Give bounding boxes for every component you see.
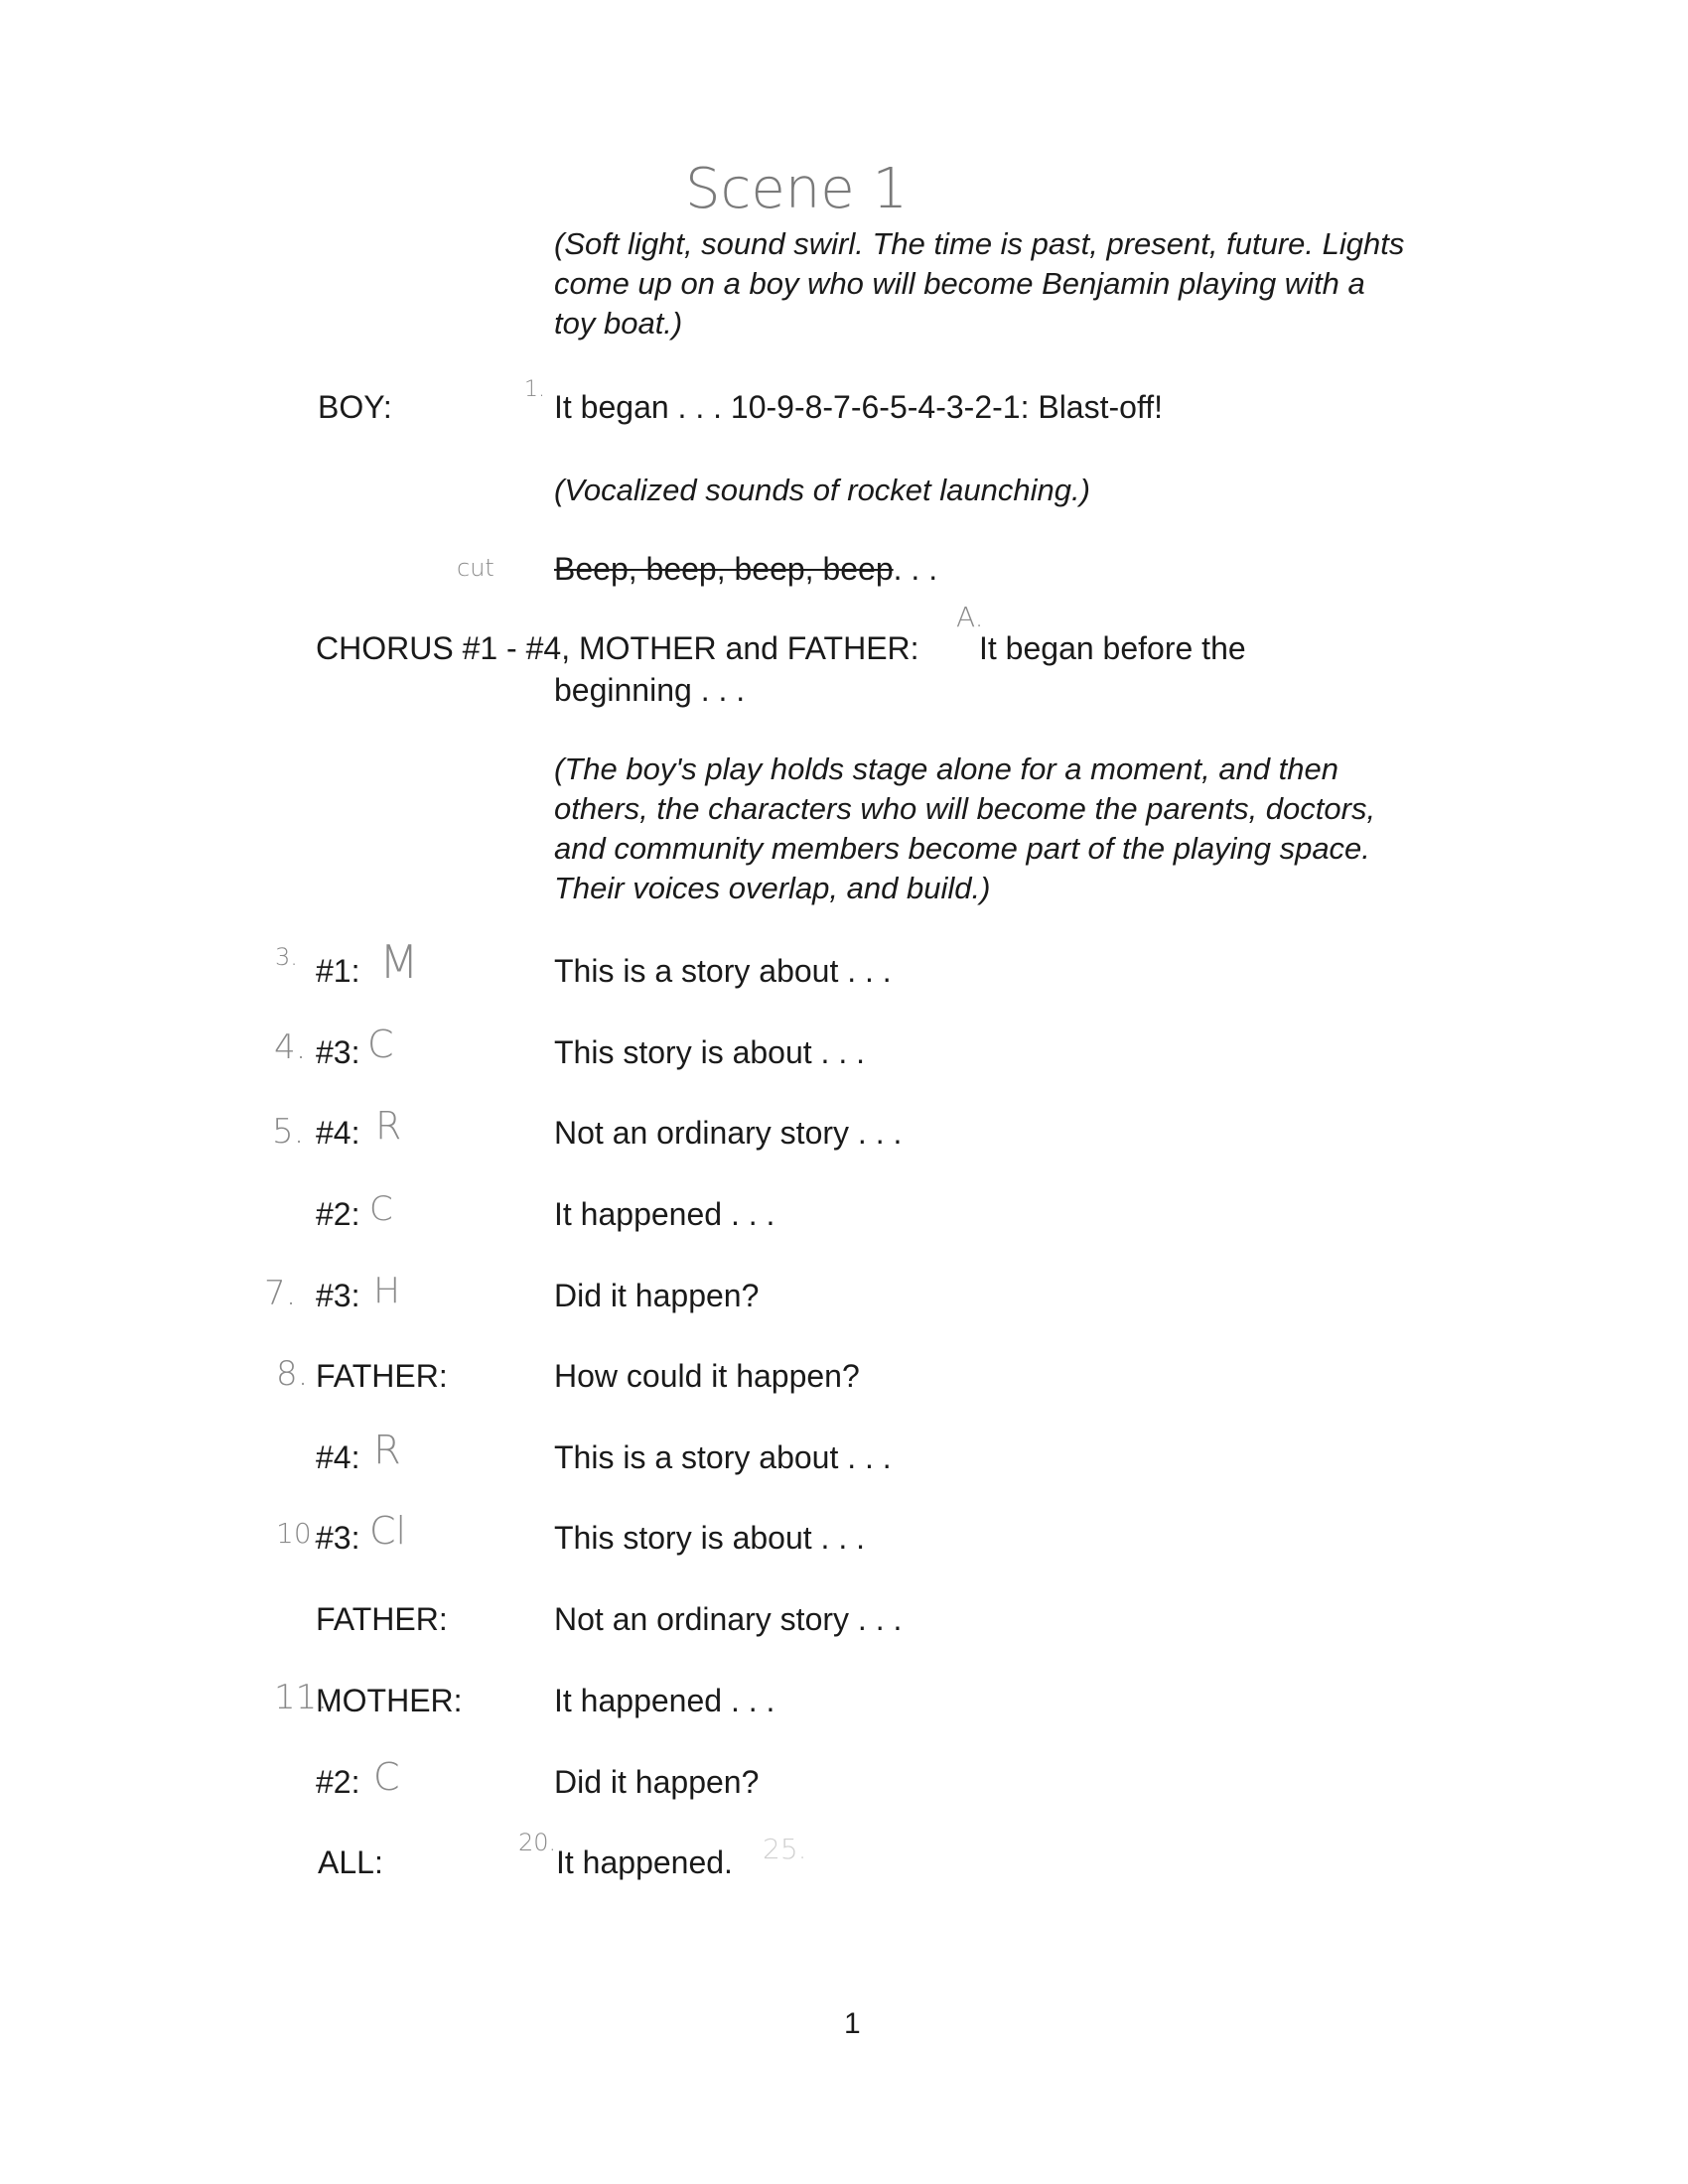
dialogue-line: This is a story about . . .	[554, 953, 892, 989]
casting-note: M	[379, 935, 419, 989]
speaker: #2:	[316, 1764, 360, 1800]
line-number: 4.	[274, 1027, 307, 1067]
line-number-25: 25.	[763, 1833, 807, 1865]
dialogue-line: This story is about . . .	[554, 1034, 865, 1070]
speaker-chorus-mother-father: CHORUS #1 - #4, MOTHER and FATHER:	[316, 630, 919, 666]
casting-note: C	[369, 1189, 393, 1229]
speaker: #3:	[316, 1520, 360, 1556]
line-boy-countdown: It began . . . 10-9-8-7-6-5-4-3-2-1: Blast-off!	[554, 389, 1164, 425]
dialogue-line: Not an ordinary story . . .	[554, 1115, 903, 1151]
speaker: MOTHER:	[316, 1683, 463, 1718]
stage-direction-opening: (Soft light, sound swirl. The time is past, present, future. Lights come up on a boy who will become Benjamin playing with a toy boat.)	[554, 226, 1405, 341]
casting-note: H	[373, 1271, 401, 1311]
speaker: #2:	[316, 1196, 360, 1232]
casting-note: Cl	[369, 1509, 407, 1553]
stage-direction-rocket: (Vocalized sounds of rocket launching.)	[554, 473, 1090, 507]
speaker: #4:	[316, 1439, 360, 1475]
page-number: 1	[844, 2007, 861, 2040]
dialogue-line: This story is about . . .	[554, 1520, 865, 1556]
line-chorus: It began before the	[979, 630, 1246, 666]
speaker: FATHER:	[316, 1601, 448, 1637]
casting-note: R	[375, 1104, 402, 1148]
casting-note: R	[373, 1428, 401, 1473]
line-all: It happened.	[556, 1844, 733, 1880]
line-number: 7.	[264, 1274, 297, 1313]
line-number: 8.	[276, 1354, 309, 1394]
speaker-all: ALL:	[318, 1844, 383, 1880]
stage-direction-voices: (The boy's play holds stage alone for a moment, and then others, the characters who will become the parents, doctors, and community members become part of the playing space. Their voices overlap, and build.)	[554, 751, 1376, 905]
speaker: #3:	[316, 1034, 360, 1070]
dialogue-line: Did it happen?	[554, 1764, 760, 1800]
casting-note: C	[373, 1755, 400, 1799]
line-number: 10.	[276, 1517, 321, 1550]
cut-note: cut	[457, 554, 494, 582]
line-number-1: 1.	[524, 377, 545, 402]
dialogue-line: Did it happen?	[554, 1278, 760, 1313]
speaker: FATHER:	[316, 1358, 448, 1394]
scene-heading: Scene 1	[685, 157, 909, 221]
line-chorus-continued: beginning . . .	[554, 672, 746, 708]
line-number: 11.	[274, 1678, 329, 1717]
line-number-20: 20.	[518, 1829, 557, 1856]
line-number: 5.	[272, 1112, 305, 1152]
line-beep	[554, 551, 937, 588]
speaker: #4:	[316, 1115, 360, 1151]
speaker: #3:	[316, 1278, 360, 1313]
line-beep-tail: . . .	[893, 551, 938, 587]
dialogue-line: How could it happen?	[554, 1358, 860, 1394]
chorus-note-a: A.	[956, 601, 984, 633]
dialogue-line: Not an ordinary story . . .	[554, 1601, 903, 1637]
casting-note: C	[367, 1023, 394, 1066]
dialogue-line: It happened . . .	[554, 1196, 775, 1232]
dialogue-line: It happened . . .	[554, 1683, 775, 1718]
dialogue-line: This is a story about . . .	[554, 1439, 892, 1475]
line-beep-struck: Beep, beep, beep, beep	[554, 551, 894, 587]
line-number: 3.	[275, 943, 298, 971]
speaker: #1:	[316, 953, 360, 989]
speaker-boy: BOY:	[318, 389, 392, 425]
